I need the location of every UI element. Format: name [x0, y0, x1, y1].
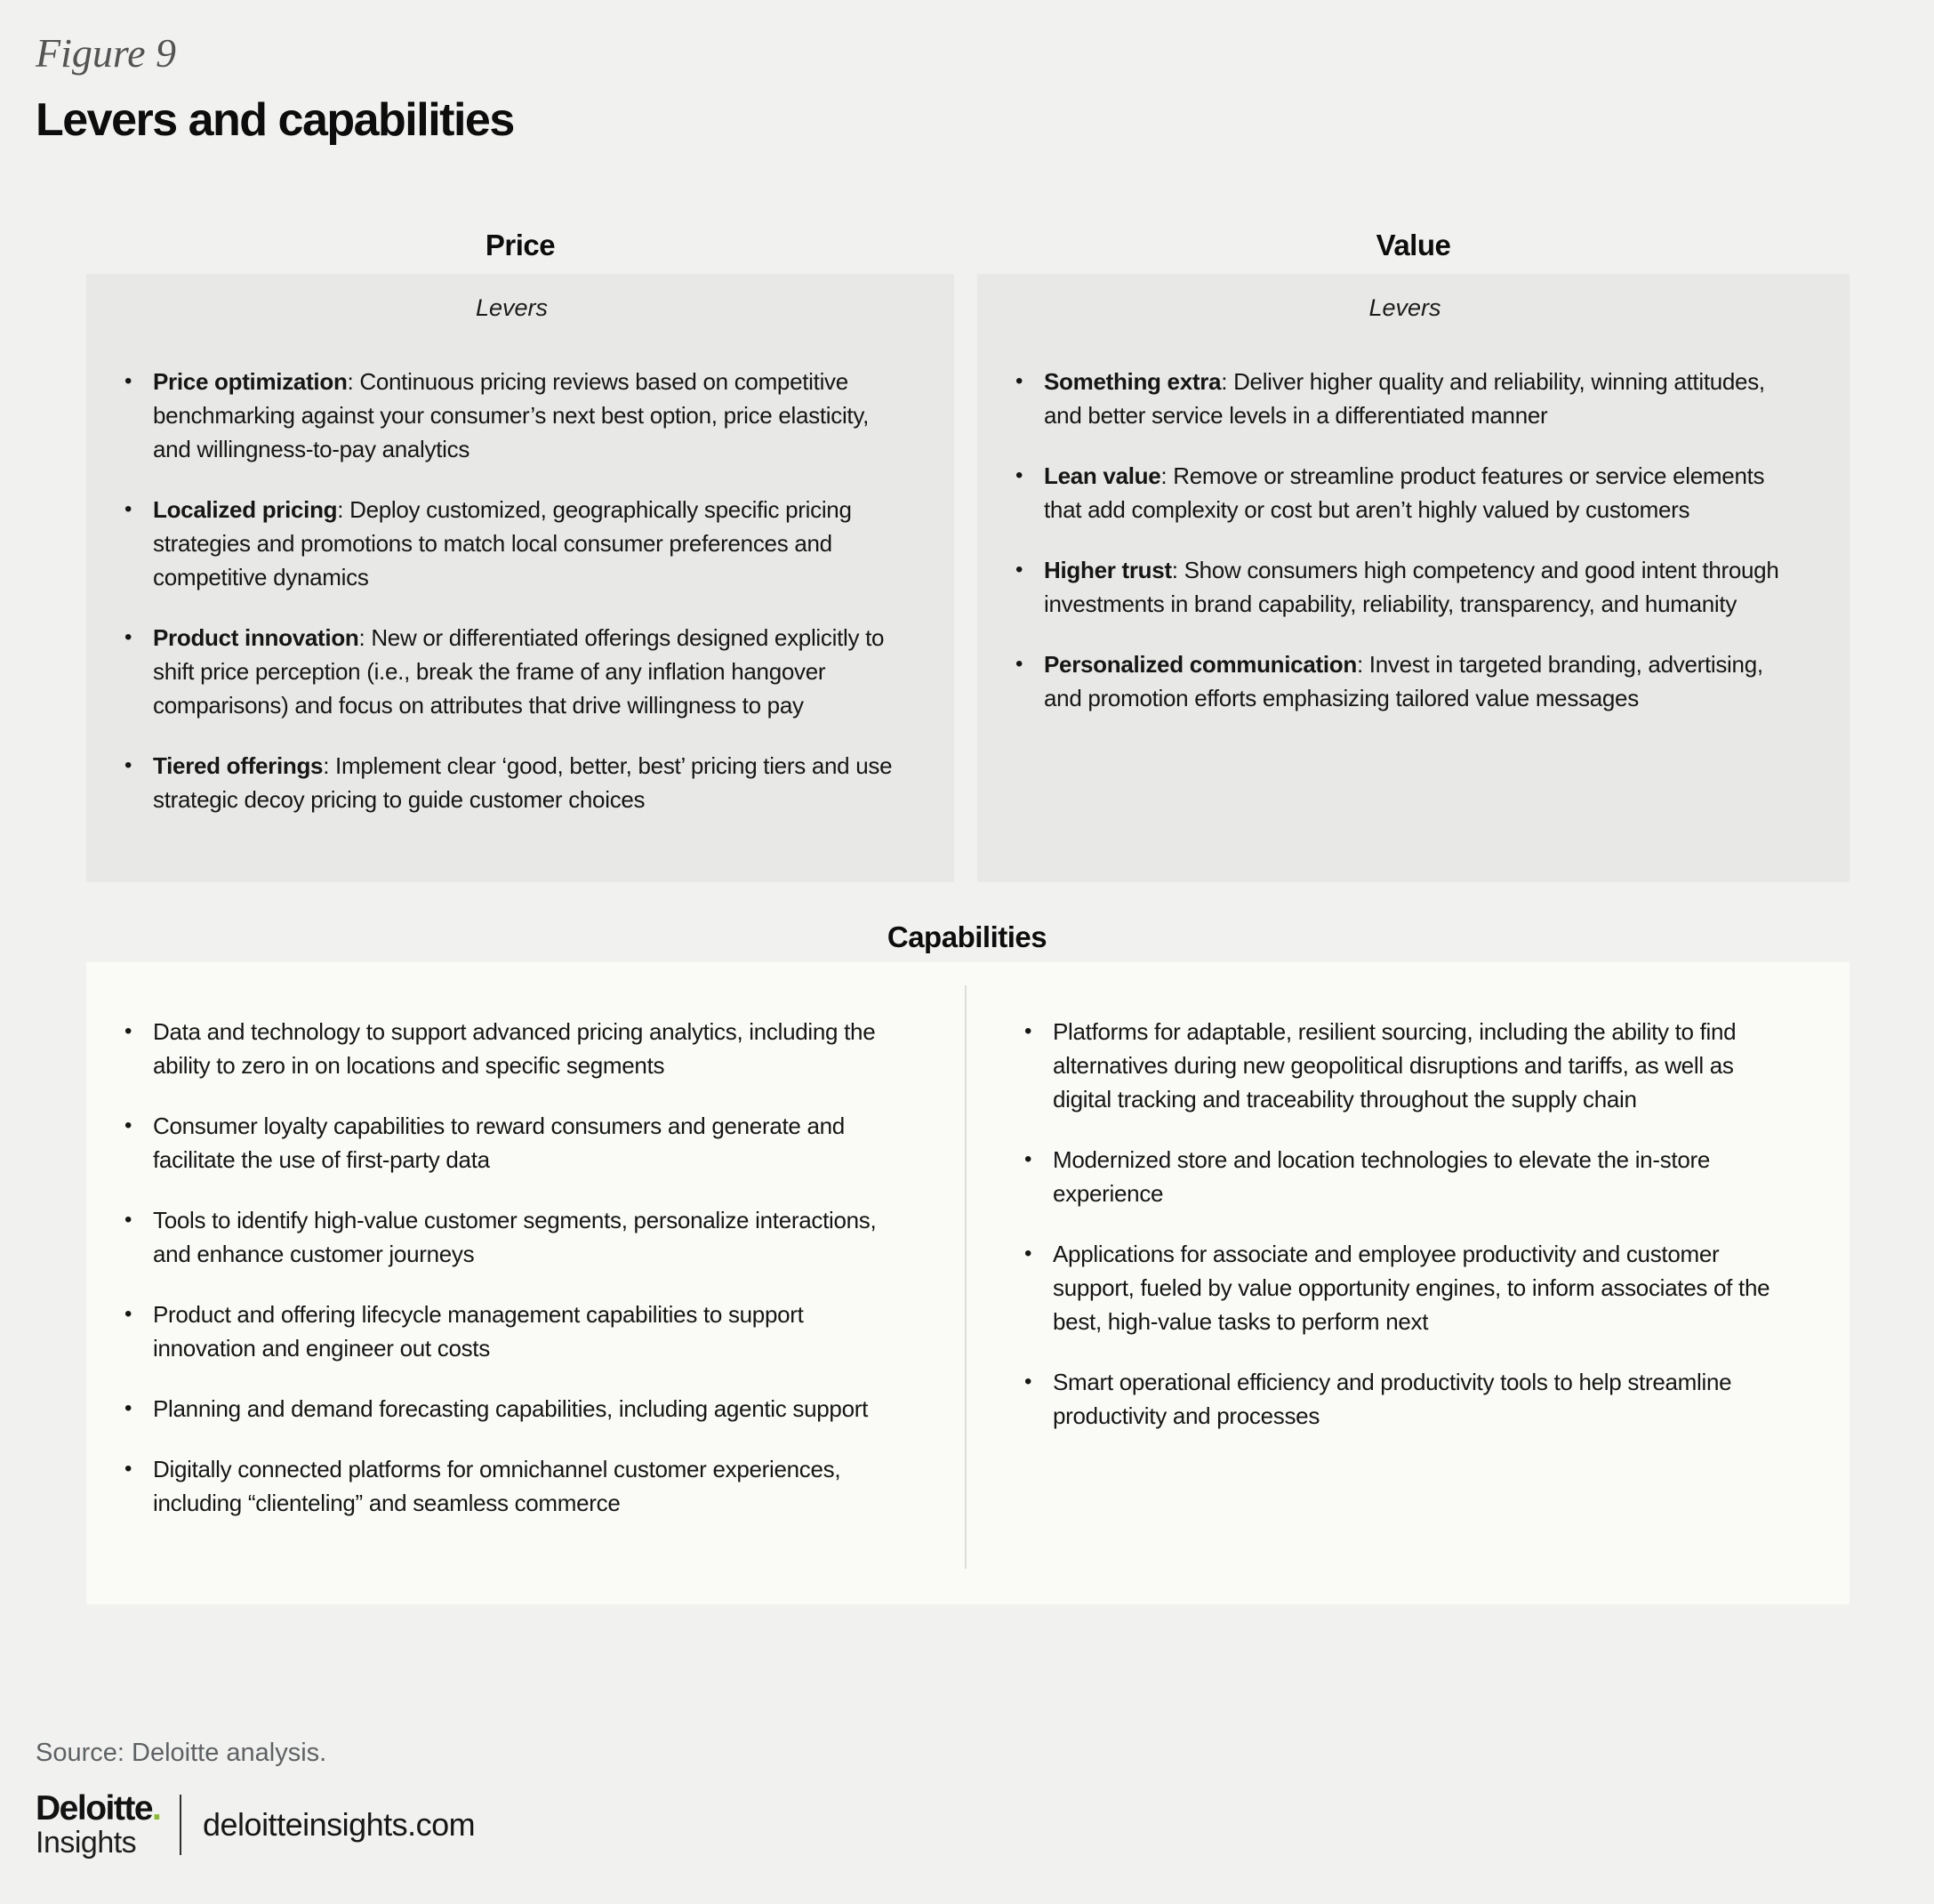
- levers-section: [86, 226, 1850, 882]
- value-levers-label: Levers: [1368, 294, 1441, 321]
- lever-term: Higher trust: [1044, 557, 1172, 583]
- capability-item: • Planning and demand forecasting capabilities, including agentic support: [123, 1392, 903, 1426]
- lever-description: : Remove or streamline product features or service elements that add complexity or cost but aren’t highly valued by customers: [1044, 462, 1765, 523]
- figure-label: Figure 9: [36, 30, 176, 76]
- lever-description: : Deploy customized, geographically specific pricing strategies and promotions to match local consumer preferences and competitive dynamics: [153, 496, 852, 590]
- deloitte-wordmark: [36, 1791, 171, 1827]
- value-column: [977, 226, 1850, 882]
- source-note: Source: Deloitte analysis.: [36, 1739, 327, 1767]
- capability-item: • Product and offering lifecycle management capabilities to support innovation and engineer out costs: [123, 1297, 903, 1365]
- lever-description: : Deliver higher quality and reliability, winning attitudes, and better service levels in a differentiated manner: [1044, 368, 1765, 429]
- lever-term: Tiered offerings: [153, 752, 324, 779]
- deloitte-green-dot: .: [152, 1789, 161, 1828]
- capability-item: • Consumer loyalty capabilities to reward consumers and generate and facilitate the use of first-party data: [123, 1109, 903, 1177]
- lever-term: Lean value: [1044, 462, 1161, 489]
- capability-item: • Digitally connected platforms for omnichannel customer experiences, including “clienteling” and seamless commerce: [123, 1452, 903, 1520]
- deloitte-insights-logo: [36, 1791, 1934, 1859]
- website-url[interactable]: deloitteinsights.com: [203, 1806, 476, 1843]
- price-levers-label: Levers: [475, 294, 549, 321]
- lever-item: [1014, 553, 1796, 621]
- logo-text-block: [36, 1791, 171, 1859]
- lever-term: Price optimization: [153, 368, 348, 395]
- page-title: Levers and capabilities: [36, 94, 514, 146]
- lever-term: Something extra: [1044, 368, 1222, 395]
- deloitte-brand-text: Deloitte: [36, 1789, 153, 1828]
- capabilities-header: Capabilities: [887, 920, 1047, 953]
- price-column: [86, 226, 954, 882]
- lever-item: [1014, 459, 1796, 526]
- capability-item: • Modernized store and location technologies to elevate the in-store experience: [1023, 1143, 1796, 1210]
- price-levers-panel: [86, 274, 954, 882]
- value-levers-list: [1014, 365, 1796, 715]
- capability-item: • Data and technology to support advanced pricing analytics, including the ability to zero in on locations and specific segments: [123, 1015, 903, 1082]
- lever-item: [123, 493, 901, 594]
- capability-item: • Smart operational efficiency and productivity tools to help streamline productivity and processes: [1023, 1365, 1796, 1433]
- lever-description: : Continuous pricing reviews based on competitive benchmarking against your consumer’s next best option, price elasticity, and willingness-to-pay analytics: [153, 368, 870, 462]
- lever-description: : New or differentiated offerings designed explicitly to shift price perception (i.e., break the frame of any inflation hangover comparisons) and focus on attributes that drive willingness to pay: [153, 624, 885, 719]
- insights-wordmark: Insights: [36, 1826, 137, 1860]
- lever-item: [123, 749, 901, 816]
- capabilities-left-column: [86, 962, 966, 1604]
- capabilities-column-divider: [965, 985, 967, 1569]
- capability-item: • Tools to identify high-value customer segments, personalize interactions, and enhance customer journeys: [123, 1203, 903, 1271]
- logo-divider-bar: [180, 1795, 181, 1855]
- capabilities-left-list: [123, 1015, 903, 1520]
- lever-item: [1014, 647, 1796, 715]
- lever-item: [1014, 365, 1796, 432]
- value-levers-panel: [977, 274, 1850, 882]
- lever-term: Product innovation: [153, 624, 359, 651]
- lever-item: [123, 365, 901, 466]
- lever-description: : Invest in targeted branding, advertising, and promotion efforts emphasizing tailored value messages: [1044, 651, 1763, 711]
- lever-item: [123, 621, 901, 722]
- capabilities-right-list: [1023, 1015, 1796, 1433]
- capabilities-panel: [86, 962, 1850, 1604]
- capability-item: • Applications for associate and employee productivity and customer support, fueled by value opportunity engines, to inform associates of the best, high-value tasks to perform next: [1023, 1237, 1796, 1338]
- value-column-header: Value: [1376, 229, 1451, 261]
- capabilities-right-column: [966, 962, 1850, 1604]
- capability-item: • Platforms for adaptable, resilient sourcing, including the ability to find alternatives during new geopolitical disruptions and tariffs, as well as digital tracking and traceability throughout the supply chain: [1023, 1015, 1796, 1116]
- lever-description: : Show consumers high competency and good intent through investments in brand capability, reliability, transparency, and humanity: [1044, 557, 1779, 617]
- price-column-header: Price: [485, 229, 556, 261]
- lever-description: : Implement clear ‘good, better, best’ pricing tiers and use strategic decoy pricing to guide customer choices: [153, 752, 893, 813]
- lever-term: Personalized communication: [1044, 651, 1357, 678]
- lever-term: Localized pricing: [153, 496, 338, 523]
- price-levers-list: [123, 365, 901, 816]
